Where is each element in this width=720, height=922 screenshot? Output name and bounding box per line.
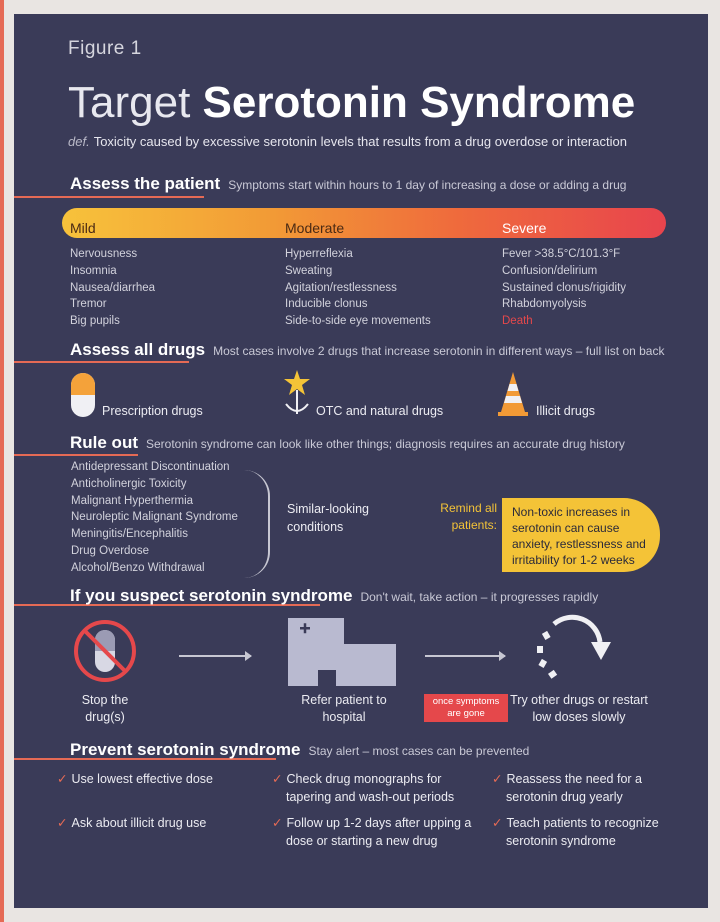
prevent-header	[70, 740, 529, 760]
section-subtitle: Stay alert – most cases can be prevented	[308, 744, 530, 758]
section-subtitle: Most cases involve 2 drugs that increase serotonin in different ways – full list on back	[213, 344, 665, 358]
symptom: Sweating	[285, 264, 333, 277]
severe-symptoms	[502, 246, 626, 330]
condition: Alcohol/Benzo Withdrawal	[71, 561, 205, 574]
prevent-tip: ✓ Use lowest effective dose	[57, 772, 213, 786]
symptom: Nausea/diarrhea	[70, 281, 156, 294]
step-label: Refer patient to hospital	[301, 693, 387, 724]
condition: Drug Overdose	[71, 544, 149, 557]
hospital-icon	[288, 618, 400, 688]
title-light: Target	[68, 78, 191, 127]
timing-tag: once symptoms are gone	[424, 694, 508, 722]
symptom: Sustained clonus/rigidity	[502, 281, 627, 294]
drug-label: Illicit drugs	[536, 404, 596, 418]
assess-patient-header	[70, 174, 626, 194]
definition-text: Toxicity caused by excessive serotonin levels that results from a drug overdose or interaction	[93, 134, 627, 149]
step-label: Stop the drug(s)	[81, 693, 129, 724]
assess-drugs-header	[70, 340, 664, 360]
check-icon: ✓	[272, 816, 283, 830]
section-heading: Prevent serotonin syndrome	[70, 740, 301, 759]
section-rule	[14, 361, 189, 363]
symptom: Tremor	[70, 298, 107, 311]
symptom: Big pupils	[70, 315, 120, 328]
condition: Antidepressant Discontinuation	[71, 461, 230, 473]
symptom: Fever >38.5°C/101.3°F	[502, 248, 621, 260]
check-icon: ✓	[272, 772, 283, 786]
page-title	[68, 78, 635, 128]
level-moderate: Moderate	[285, 220, 345, 236]
section-heading: Rule out	[70, 433, 138, 452]
section-heading: Assess all drugs	[70, 340, 206, 359]
step-arrow	[179, 655, 251, 657]
section-rule	[14, 454, 138, 456]
check-icon: ✓	[492, 816, 503, 830]
symptom: Agitation/restlessness	[285, 281, 397, 294]
mild-symptoms	[70, 246, 155, 330]
rule-out-conditions	[71, 459, 238, 577]
moderate-symptoms	[285, 246, 431, 330]
symptom: Side-to-side eye movements	[285, 315, 431, 328]
section-subtitle: Serotonin syndrome can look like other things; diagnosis requires an accurate drug history	[146, 437, 625, 451]
symptom-death: Death	[502, 315, 533, 328]
symptom: Rhabdomyolysis	[502, 298, 587, 311]
traffic-cone-icon	[497, 370, 529, 418]
definition	[68, 134, 627, 149]
prevent-tip: ✓ Ask about illicit drug use	[57, 816, 207, 830]
check-icon: ✓	[57, 772, 68, 786]
section-subtitle: Symptoms start within hours to 1 day of increasing a dose or adding a drug	[228, 178, 627, 192]
symptom: Nervousness	[70, 248, 138, 260]
anchor-star-icon	[279, 368, 315, 418]
definition-prefix: def.	[68, 134, 90, 149]
prevent-tip: ✓ Follow up 1-2 days after upping a dose or starting a new drug	[272, 816, 472, 848]
prevent-tip: ✓ Teach patients to recognize serotonin syndrome	[492, 816, 659, 848]
remind-label: Remind all patients:	[440, 501, 497, 532]
step-label: Try other drugs or restart low doses slowly	[510, 693, 648, 724]
figure-label: Figure 1	[68, 38, 142, 59]
section-heading: If you suspect serotonin syndrome	[70, 586, 353, 605]
restart-arrow-icon	[532, 614, 614, 686]
check-icon: ✓	[492, 772, 503, 786]
symptom: Hyperreflexia	[285, 248, 353, 260]
page-edge-accent	[0, 0, 4, 922]
condition: Meningitis/Encephalitis	[71, 528, 188, 541]
drug-label: Prescription drugs	[102, 404, 203, 418]
suspect-header	[70, 586, 598, 606]
section-heading: Assess the patient	[70, 174, 221, 193]
symptom: Insomnia	[70, 264, 117, 277]
level-severe: Severe	[502, 220, 547, 236]
capsule-icon	[70, 372, 96, 418]
prevent-tip: ✓ Reassess the need for a serotonin drug yearly	[492, 772, 642, 804]
rule-out-header	[70, 433, 625, 453]
step-arrow	[425, 655, 505, 657]
drug-label: OTC and natural drugs	[316, 404, 444, 418]
brace	[244, 470, 270, 578]
similar-label: Similar-looking conditions	[287, 502, 369, 534]
condition: Neuroleptic Malignant Syndrome	[71, 511, 238, 524]
condition: Anticholinergic Toxicity	[71, 477, 187, 490]
symptom: Confusion/delirium	[502, 264, 598, 277]
no-capsule-icon	[72, 618, 138, 684]
level-mild: Mild	[70, 220, 96, 236]
section-rule	[14, 196, 204, 198]
title-bold: Serotonin Syndrome	[202, 78, 636, 127]
check-icon: ✓	[57, 816, 68, 830]
infographic	[14, 14, 708, 908]
prevent-tip: ✓ Check drug monographs for tapering and wash-out periods	[272, 772, 455, 804]
symptom: Inducible clonus	[285, 298, 368, 311]
severity-gradient-bar	[62, 208, 666, 238]
remind-callout: Non-toxic increases in serotonin can cause anxiety, restlessness and irritability for 1-2 weeks	[502, 498, 660, 572]
section-subtitle: Don't wait, take action – it progresses rapidly	[360, 590, 599, 604]
condition: Malignant Hyperthermia	[71, 494, 194, 507]
